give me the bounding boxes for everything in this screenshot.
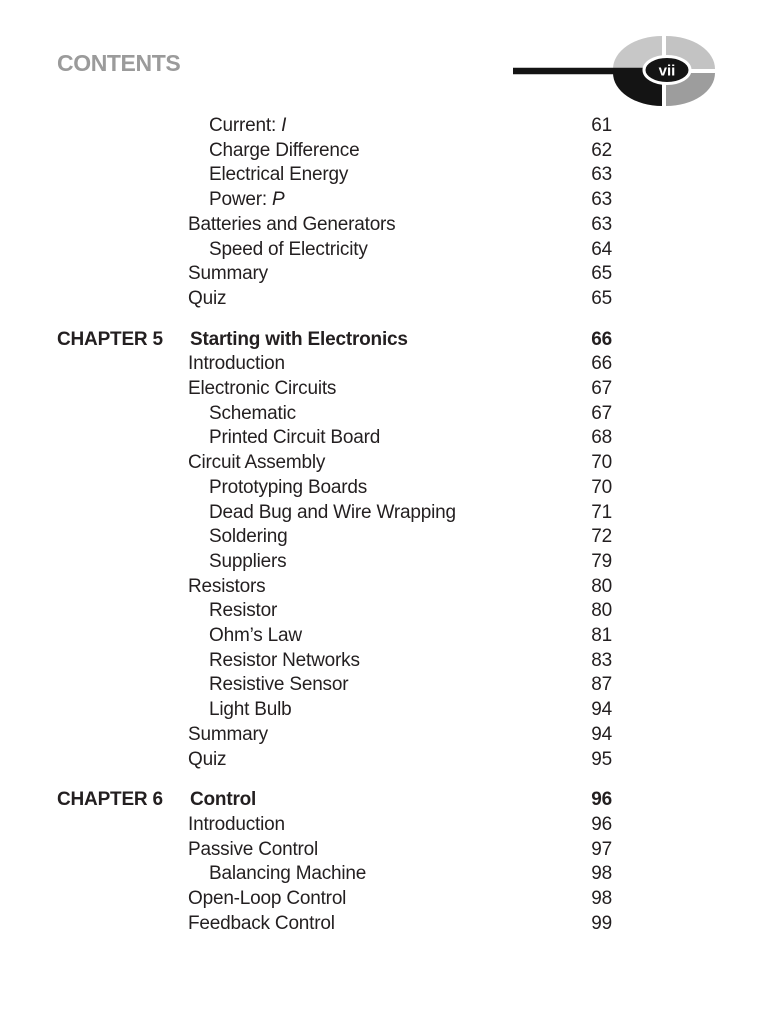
entry-page-number: 70 <box>591 476 612 498</box>
page-title: CONTENTS <box>57 50 181 76</box>
toc-row <box>57 887 612 912</box>
entry-label: Introduction <box>188 813 285 835</box>
entry-label: Resistors <box>188 575 266 597</box>
toc-section <box>57 788 612 936</box>
toc-row <box>57 377 612 402</box>
chapter-number-label: CHAPTER 6 <box>57 789 163 811</box>
toc-row <box>57 476 612 501</box>
chapter-page-number: 96 <box>591 789 612 811</box>
toc-row <box>57 723 612 748</box>
entry-page-number: 63 <box>591 164 612 186</box>
chapter-tab-logo <box>505 28 715 116</box>
toc-row <box>57 238 612 263</box>
entry-label-italic: P <box>272 189 285 211</box>
toc-row <box>57 451 612 476</box>
entry-label: Open-Loop Control <box>188 888 347 910</box>
toc-row <box>57 262 612 287</box>
toc-row <box>57 402 612 427</box>
entry-label: Introduction <box>188 353 285 375</box>
toc-row <box>57 748 612 773</box>
toc-row <box>57 525 612 550</box>
entry-label: Ohm’s Law <box>209 625 302 647</box>
entry-label: Resistor Networks <box>209 649 360 671</box>
chapter-heading-row <box>57 788 612 813</box>
entry-page-number: 83 <box>591 649 612 671</box>
entry-label: Current: I <box>209 115 287 136</box>
toc-row <box>57 673 612 698</box>
chapter-heading-row <box>57 328 612 353</box>
entry-page-number: 87 <box>591 674 612 696</box>
entry-page-number: 79 <box>591 550 612 572</box>
entry-page-number: 80 <box>591 575 612 597</box>
toc-row <box>57 813 612 838</box>
chapter-page-number: 66 <box>591 328 612 350</box>
entry-label: Passive Control <box>188 838 319 860</box>
entry-page-number: 96 <box>591 813 612 835</box>
toc-row <box>57 649 612 674</box>
entry-label: Schematic <box>209 402 296 424</box>
entry-label: Summary <box>188 723 268 745</box>
toc-row <box>57 287 612 312</box>
entry-page-number: 61 <box>591 115 612 136</box>
entry-page-number: 70 <box>591 452 612 474</box>
entry-label: Quiz <box>188 287 227 309</box>
toc-section <box>57 328 612 773</box>
entry-label: Printed Circuit Board <box>209 427 381 449</box>
entry-label: Light Bulb <box>209 699 292 721</box>
toc-row <box>57 550 612 575</box>
toc-row <box>57 862 612 887</box>
entry-label: Resistive Sensor <box>209 674 349 696</box>
entry-label: Charge Difference <box>209 139 360 161</box>
entry-label: Speed of Electricity <box>209 238 368 260</box>
entry-page-number: 98 <box>591 863 612 885</box>
entry-page-number: 67 <box>591 378 612 400</box>
entry-label: Resistor <box>209 600 278 622</box>
entry-page-number: 62 <box>591 139 612 161</box>
entry-label: Electronic Circuits <box>188 378 337 400</box>
entry-page-number: 71 <box>591 501 612 523</box>
chapter-title: Starting with Electronics <box>190 328 408 350</box>
toc-row <box>57 838 612 863</box>
entry-label: Balancing Machine <box>209 863 367 885</box>
entry-label: Circuit Assembly <box>188 452 326 474</box>
entry-page-number: 97 <box>591 838 612 860</box>
entry-label-italic: I <box>281 115 287 136</box>
entry-label: Power: P <box>209 189 285 211</box>
entry-page-number: 66 <box>591 353 612 375</box>
toc-row <box>57 188 612 213</box>
entry-page-number: 80 <box>591 600 612 622</box>
entry-page-number: 94 <box>591 723 612 745</box>
entry-label: Prototyping Boards <box>209 476 367 498</box>
toc-row <box>57 575 612 600</box>
entry-page-number: 81 <box>591 625 612 647</box>
toc-row <box>57 426 612 451</box>
entry-page-number: 99 <box>591 912 612 934</box>
entry-label: Electrical Energy <box>209 164 349 186</box>
entry-page-number: 67 <box>591 402 612 424</box>
toc-row <box>57 213 612 238</box>
toc-row <box>57 114 612 139</box>
toc-row <box>57 163 612 188</box>
folio-page-number: vii <box>658 62 676 80</box>
toc-row <box>57 139 612 164</box>
entry-page-number: 65 <box>591 263 612 285</box>
entry-label: Dead Bug and Wire Wrapping <box>209 501 456 523</box>
entry-page-number: 94 <box>591 699 612 721</box>
toc-row <box>57 912 612 937</box>
entry-page-number: 64 <box>591 238 612 260</box>
entry-page-number: 63 <box>591 189 612 211</box>
entry-page-number: 72 <box>591 526 612 548</box>
entry-page-number: 63 <box>591 213 612 235</box>
toc-row <box>57 501 612 526</box>
chapter-number-label: CHAPTER 5 <box>57 328 163 350</box>
entry-page-number: 68 <box>591 427 612 449</box>
toc-row <box>57 599 612 624</box>
table-of-contents <box>57 114 612 937</box>
entry-label: Batteries and Generators <box>188 213 396 235</box>
entry-label: Feedback Control <box>188 912 335 934</box>
entry-label: Summary <box>188 263 268 285</box>
toc-row <box>57 698 612 723</box>
entry-label: Suppliers <box>209 550 287 572</box>
entry-label: Soldering <box>209 526 288 548</box>
toc-row <box>57 352 612 377</box>
toc-row <box>57 624 612 649</box>
entry-page-number: 95 <box>591 748 612 770</box>
chapter-title: Control <box>190 789 257 811</box>
toc-section <box>57 114 612 312</box>
entry-page-number: 65 <box>591 287 612 309</box>
entry-label: Quiz <box>188 748 227 770</box>
entry-page-number: 98 <box>591 888 612 910</box>
